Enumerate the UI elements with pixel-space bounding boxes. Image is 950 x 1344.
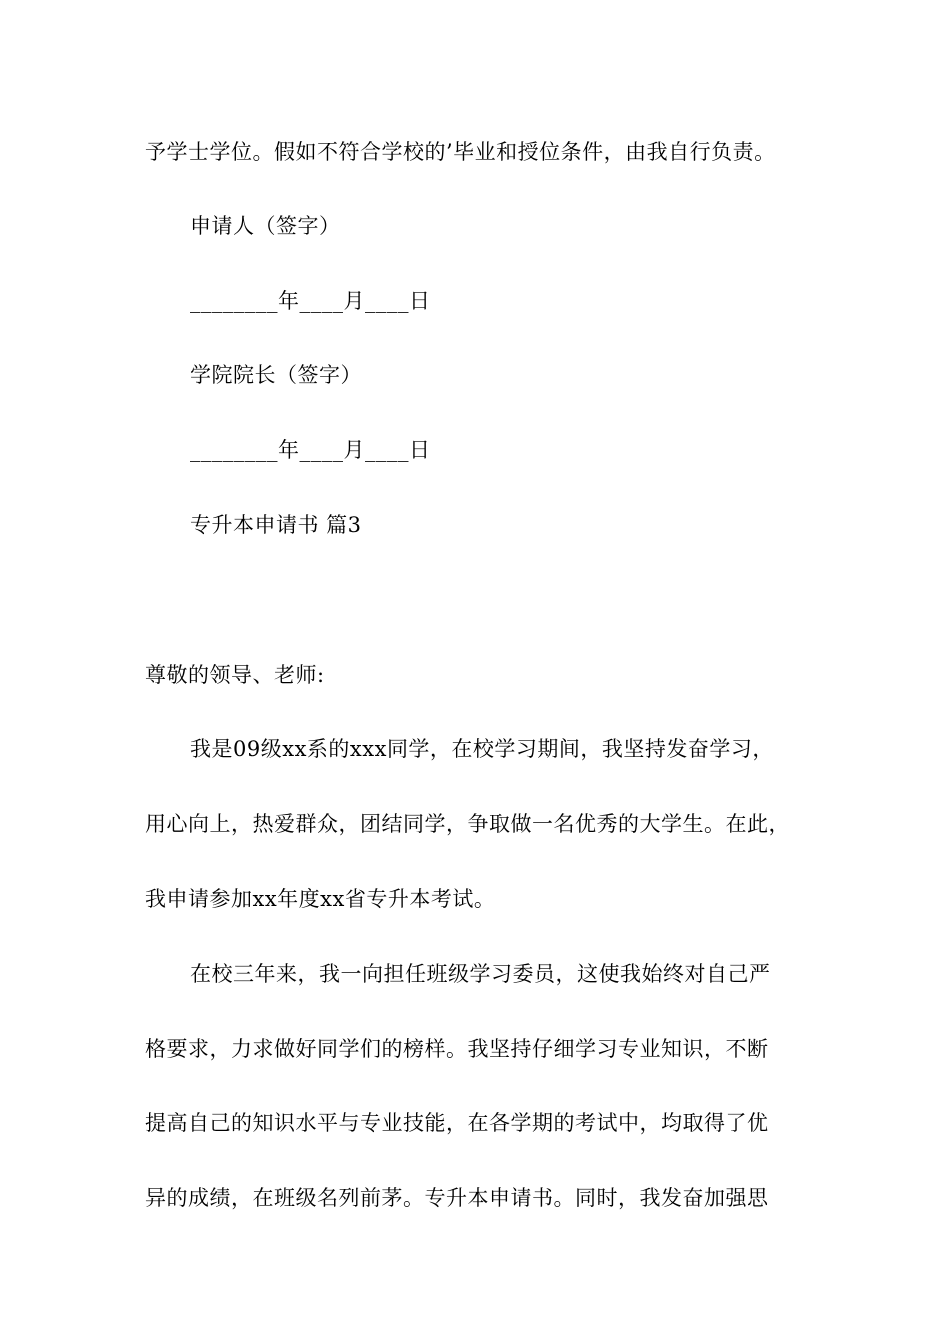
paragraph-line: 我是09级xx系的xxx同学，在校学习期间，我坚持发奋学习， [190, 737, 774, 761]
paragraph-line: 用心向上，热爱群众，团结同学，争取做一名优秀的大学生。在此， [145, 812, 790, 836]
date-line: ________年____月____日 [190, 289, 431, 313]
date-line: ________年____月____日 [190, 438, 431, 462]
section-heading: 专升本申请书 篇3 [190, 513, 362, 537]
paragraph-line: 异的成绩，在班级名列前茅。专升本申请书。同时，我发奋加强思 [145, 1186, 769, 1210]
paragraph-line: 提高自己的知识水平与专业技能，在各学期的考试中，均取得了优 [145, 1111, 769, 1135]
paragraph-line: 我申请参加xx年度xx省专升本考试。 [145, 887, 496, 911]
paragraph-line: 格要求，力求做好同学们的榜样。我坚持仔细学习专业知识，不断 [145, 1037, 769, 1061]
paragraph-line: 在校三年来，我一向担任班级学习委员，这使我始终对自己严 [190, 962, 771, 986]
salutation: 尊敬的领导、老师: [145, 663, 325, 687]
applicant-signature-label: 申请人（签字） [190, 214, 341, 238]
paragraph-line: 予学士学位。假如不符合学校的’毕业和授位条件，由我自行负责。 [145, 140, 776, 164]
dean-signature-label: 学院院长（签字） [190, 363, 362, 387]
